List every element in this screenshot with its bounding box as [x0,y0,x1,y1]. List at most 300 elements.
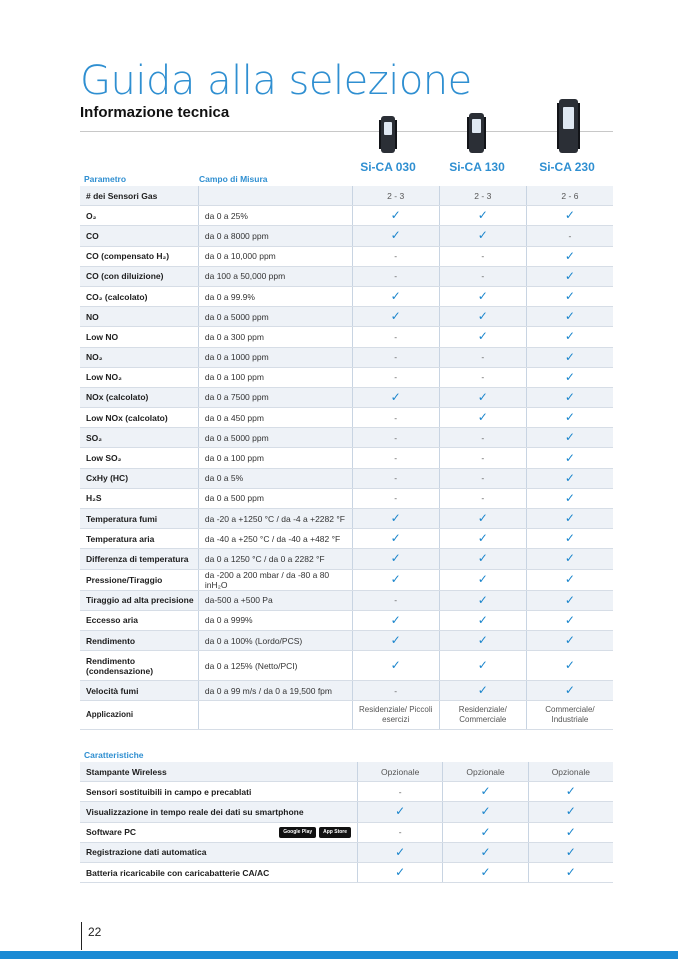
check-icon: ✓ [395,804,406,819]
model-value-cell [439,327,526,347]
check-icon: ✓ [477,572,488,587]
table-row [80,266,613,286]
table-row [80,569,613,590]
table-row [80,651,613,681]
model-value-cell [526,488,613,508]
check-icon: ✓ [565,824,576,839]
check-icon: ✓ [390,612,401,627]
model-value-cell [439,529,526,549]
table-row [80,630,613,650]
model-value-cell [352,681,439,701]
table-row [80,701,613,730]
feature-name [80,762,358,782]
feature-value-cell [528,822,613,842]
check-icon: ✓ [477,511,488,526]
feature-name [80,862,358,882]
check-icon: ✓ [390,208,401,223]
check-icon: ✓ [564,208,575,223]
measurement-range: da 0 a 8000 ppm [198,226,352,246]
table-row [80,549,613,569]
model-value-cell [526,549,613,569]
header-divider [80,131,613,132]
feature-row [80,762,613,782]
feature-row [80,842,613,862]
parameter-name: Differenza di temperatura [80,549,198,569]
feature-label: Visualizzazione in tempo reale dei dati su smartphone [86,806,304,817]
features-table [80,762,613,883]
value-text: - [394,372,398,383]
check-icon: ✓ [564,531,575,546]
feature-row [80,822,613,842]
model-name-si-ca-130: Si-CA 130 [449,160,505,174]
table-row [80,186,613,206]
check-icon: ✓ [564,430,575,445]
check-icon: ✓ [564,369,575,384]
check-icon: ✓ [564,572,575,587]
model-value-cell [439,590,526,610]
check-icon: ✓ [477,683,488,698]
parameter-name: O₂ [80,206,198,226]
model-value-cell [526,408,613,428]
value-text: - [394,352,398,363]
check-icon: ✓ [390,551,401,566]
value-text: - [394,432,398,443]
parameter-name: CO₂ (calcolato) [80,286,198,306]
store-badges [276,827,351,838]
page-subtitle: Informazione tecnica [80,104,230,121]
feature-value-cell [528,862,613,882]
model-value-cell [526,529,613,549]
value-text: - [481,251,485,262]
table-row [80,307,613,327]
value-text: Residenziale/ Piccoli esercizi [359,705,433,725]
value-text: - [394,412,398,423]
parameter-name: CO [80,226,198,246]
check-icon: ✓ [390,531,401,546]
model-value-cell [526,286,613,306]
table-row [80,610,613,630]
model-value-cell [526,681,613,701]
table-row [80,448,613,468]
model-value-cell [439,509,526,529]
model-value-cell [439,307,526,327]
measurement-range: da 0 a 5000 ppm [198,428,352,448]
value-text: Opzionale [466,766,505,777]
check-icon: ✓ [477,289,488,304]
check-icon: ✓ [480,824,491,839]
value-text: - [568,230,572,241]
model-value-cell [526,509,613,529]
model-value-cell [352,590,439,610]
measurement-range: da 0 a 1250 °C / da 0 a 2282 °F [198,549,352,569]
parameter-name: H₂S [80,488,198,508]
measurement-range: da 0 a 500 ppm [198,488,352,508]
measurement-range: da 0 a 450 ppm [198,408,352,428]
table-row [80,387,613,407]
value-text: - [394,493,398,504]
measurement-range: da 0 a 1000 ppm [198,347,352,367]
measurement-range: da 0 a 99 m/s / da 0 a 19,500 fpm [198,681,352,701]
parameter-name: Temperatura fumi [80,509,198,529]
model-value-cell [439,468,526,488]
model-value-cell [439,448,526,468]
model-value-cell [439,569,526,590]
check-icon: ✓ [390,309,401,324]
feature-name [80,782,358,802]
model-value-cell [352,206,439,226]
feature-value-cell [358,762,443,782]
measurement-range [198,701,352,730]
check-icon: ✓ [477,551,488,566]
check-icon: ✓ [480,784,491,799]
check-icon: ✓ [564,248,575,263]
check-icon: ✓ [564,551,575,566]
model-value-cell [352,630,439,650]
table-row [80,226,613,246]
feature-value-cell [528,802,613,822]
model-value-cell [439,651,526,681]
measurement-range [198,186,352,206]
model-value-cell [439,428,526,448]
table-row [80,327,613,347]
model-value-cell [439,488,526,508]
feature-value-cell [443,862,528,882]
model-value-cell [439,701,526,730]
feature-value-cell [443,842,528,862]
table-row [80,590,613,610]
table-row [80,509,613,529]
model-value-cell [526,651,613,681]
model-value-cell [352,549,439,569]
model-value-cell [439,186,526,206]
check-icon: ✓ [564,658,575,673]
model-value-cell [526,226,613,246]
feature-value-cell [443,802,528,822]
feature-value-cell [358,782,443,802]
model-value-cell [352,529,439,549]
model-value-cell [352,367,439,387]
page-title: Guida alla selezione [80,58,472,104]
model-value-cell [526,428,613,448]
model-value-cell [439,286,526,306]
parameter-name: Eccesso aria [80,610,198,630]
model-value-cell [352,246,439,266]
check-icon: ✓ [564,309,575,324]
feature-value-cell [443,762,528,782]
value-text: - [394,331,398,342]
table-row [80,408,613,428]
parameter-name: SO₂ [80,428,198,448]
check-icon: ✓ [565,865,576,880]
table-row [80,681,613,701]
parameter-name: Low NO [80,327,198,347]
measurement-range: da 0 a 125% (Netto/PCI) [198,651,352,681]
check-icon: ✓ [564,389,575,404]
value-text: Commerciale/ Industriale [545,705,595,725]
check-icon: ✓ [390,633,401,648]
google-play-badge[interactable]: Google Play [279,827,316,838]
check-icon: ✓ [564,450,575,465]
model-value-cell [439,347,526,367]
parameter-name: Rendimento [80,630,198,650]
model-value-cell [526,367,613,387]
check-icon: ✓ [390,511,401,526]
measurement-range: da 0 a 25% [198,206,352,226]
footer-bar [0,951,678,959]
measurement-range: da -200 a 200 mbar / da -80 a 80 inH₂O [198,569,352,590]
check-icon: ✓ [564,612,575,627]
check-icon: ✓ [390,658,401,673]
measurement-range: da 0 a 100% (Lordo/PCS) [198,630,352,650]
feature-label: Sensori sostituibili in campo e precablati [86,786,252,797]
model-value-cell [352,266,439,286]
model-value-cell [352,448,439,468]
value-text: - [481,352,485,363]
value-text: - [481,493,485,504]
measurement-range: da 0 a 5000 ppm [198,307,352,327]
feature-value-cell [443,782,528,802]
parameter-name: Velocità fumi [80,681,198,701]
model-value-cell [352,408,439,428]
model-value-cell [352,186,439,206]
column-header-campo: Campo di Misura [199,174,268,184]
check-icon: ✓ [564,592,575,607]
model-value-cell [526,468,613,488]
model-value-cell [439,681,526,701]
check-icon: ✓ [564,329,575,344]
check-icon: ✓ [564,683,575,698]
model-value-cell [526,610,613,630]
feature-value-cell [358,862,443,882]
value-text: - [398,827,402,838]
parameter-name: Rendimento (condensazione) [80,651,198,681]
model-value-cell [526,246,613,266]
model-value-cell [352,286,439,306]
model-value-cell [526,206,613,226]
measurement-range: da 0 a 300 ppm [198,327,352,347]
model-value-cell [352,651,439,681]
check-icon: ✓ [390,572,401,587]
feature-label: Registrazione dati automatica [86,847,207,858]
model-value-cell [526,186,613,206]
value-text: - [481,432,485,443]
specification-table [80,186,613,730]
value-text: - [394,453,398,464]
measurement-range: da 0 a 100 ppm [198,448,352,468]
model-value-cell [439,387,526,407]
check-icon: ✓ [477,633,488,648]
model-value-cell [439,549,526,569]
model-value-cell [352,387,439,407]
check-icon: ✓ [480,865,491,880]
measurement-range: da 0 a 5% [198,468,352,488]
parameter-name: Applicazioni [80,701,198,730]
value-text: 2 - 3 [387,190,405,201]
model-value-cell [439,610,526,630]
check-icon: ✓ [564,410,575,425]
check-icon: ✓ [480,804,491,819]
model-value-cell [526,307,613,327]
check-icon: ✓ [477,612,488,627]
feature-row [80,802,613,822]
feature-row [80,782,613,802]
value-text: Residenziale/ Commerciale [458,705,507,725]
value-text: - [394,473,398,484]
check-icon: ✓ [564,349,575,364]
column-header-parametro: Parametro [84,174,127,184]
measurement-range: da 0 a 10,000 ppm [198,246,352,266]
model-name-si-ca-030: Si-CA 030 [360,160,416,174]
model-value-cell [526,590,613,610]
table-row [80,367,613,387]
value-text: Opzionale [381,766,420,777]
value-text: - [394,251,398,262]
value-text: - [481,271,485,282]
model-value-cell [352,610,439,630]
parameter-name: Tiraggio ad alta precisione [80,590,198,610]
model-value-cell [439,630,526,650]
value-text: 2 - 3 [474,190,492,201]
model-value-cell [352,347,439,367]
model-value-cell [526,347,613,367]
model-value-cell [352,569,439,590]
model-value-cell [352,226,439,246]
feature-name [80,822,358,842]
parameter-name: # dei Sensori Gas [80,186,198,206]
check-icon: ✓ [564,268,575,283]
check-icon: ✓ [477,228,488,243]
check-icon: ✓ [565,804,576,819]
model-value-cell [526,630,613,650]
model-value-cell [439,266,526,286]
value-text: Opzionale [551,766,590,777]
check-icon: ✓ [564,511,575,526]
model-name-si-ca-230: Si-CA 230 [539,160,595,174]
model-value-cell [439,246,526,266]
check-icon: ✓ [565,844,576,859]
value-text: - [481,453,485,464]
parameter-name: Temperatura aria [80,529,198,549]
parameter-name: CO (compensato H₂) [80,246,198,266]
model-value-cell [439,226,526,246]
check-icon: ✓ [477,592,488,607]
parameter-name: NO₂ [80,347,198,367]
model-value-cell [352,468,439,488]
check-icon: ✓ [564,289,575,304]
feature-name [80,802,358,822]
measurement-range: da 0 a 99.9% [198,286,352,306]
feature-name [80,842,358,862]
model-value-cell [439,367,526,387]
table-row [80,529,613,549]
model-value-cell [526,327,613,347]
measurement-range: da 0 a 7500 ppm [198,387,352,407]
feature-value-cell [358,802,443,822]
model-value-cell [352,509,439,529]
model-value-cell [352,307,439,327]
value-text: - [481,473,485,484]
feature-value-cell [358,822,443,842]
value-text: - [398,786,402,797]
check-icon: ✓ [390,228,401,243]
value-text: - [394,685,398,696]
feature-value-cell [528,762,613,782]
check-icon: ✓ [395,844,406,859]
parameter-name: Low NO₂ [80,367,198,387]
measurement-range: da 0 a 999% [198,610,352,630]
check-icon: ✓ [477,658,488,673]
feature-value-cell [358,842,443,862]
measurement-range: da -20 a +1250 °C / da -4 a +2282 °F [198,509,352,529]
model-value-cell [439,408,526,428]
model-value-cell [526,266,613,286]
table-row [80,428,613,448]
app-store-badge[interactable]: App Store [319,827,351,838]
value-text: - [394,271,398,282]
feature-label: Batteria ricaricabile con caricabatterie CA/AC [86,867,270,878]
value-text: 2 - 6 [561,190,579,201]
model-value-cell [526,448,613,468]
check-icon: ✓ [390,389,401,404]
value-text: - [394,595,398,606]
table-row [80,468,613,488]
value-text: - [481,372,485,383]
features-title: Caratteristiche [84,750,144,760]
model-value-cell [439,206,526,226]
check-icon: ✓ [564,633,575,648]
model-value-cell [526,387,613,407]
feature-value-cell [528,842,613,862]
measurement-range: da 100 a 50,000 ppm [198,266,352,286]
check-icon: ✓ [477,309,488,324]
check-icon: ✓ [480,844,491,859]
check-icon: ✓ [564,470,575,485]
page-number: 22 [88,925,102,939]
feature-label: Software PC [86,826,137,837]
check-icon: ✓ [477,410,488,425]
feature-value-cell [443,822,528,842]
model-value-cell [352,488,439,508]
parameter-name: Pressione/Tiraggio [80,569,198,590]
model-value-cell [352,701,439,730]
check-icon: ✓ [390,289,401,304]
check-icon: ✓ [477,531,488,546]
table-row [80,206,613,226]
parameter-name: NO [80,307,198,327]
check-icon: ✓ [477,208,488,223]
feature-value-cell [528,782,613,802]
model-value-cell [352,327,439,347]
check-icon: ✓ [395,865,406,880]
table-row [80,347,613,367]
check-icon: ✓ [477,389,488,404]
check-icon: ✓ [565,784,576,799]
table-row [80,286,613,306]
model-value-cell [526,701,613,730]
parameter-name: Low SO₂ [80,448,198,468]
feature-row [80,862,613,882]
parameter-name: Low NOx (calcolato) [80,408,198,428]
check-icon: ✓ [564,490,575,505]
device-image-si-ca-230 [559,99,578,153]
measurement-range: da 0 a 100 ppm [198,367,352,387]
model-value-cell [526,569,613,590]
measurement-range: da-500 a +500 Pa [198,590,352,610]
check-icon: ✓ [477,329,488,344]
device-image-si-ca-030 [381,116,395,153]
device-image-si-ca-130 [469,113,484,153]
feature-label: Stampante Wireless [86,766,167,777]
